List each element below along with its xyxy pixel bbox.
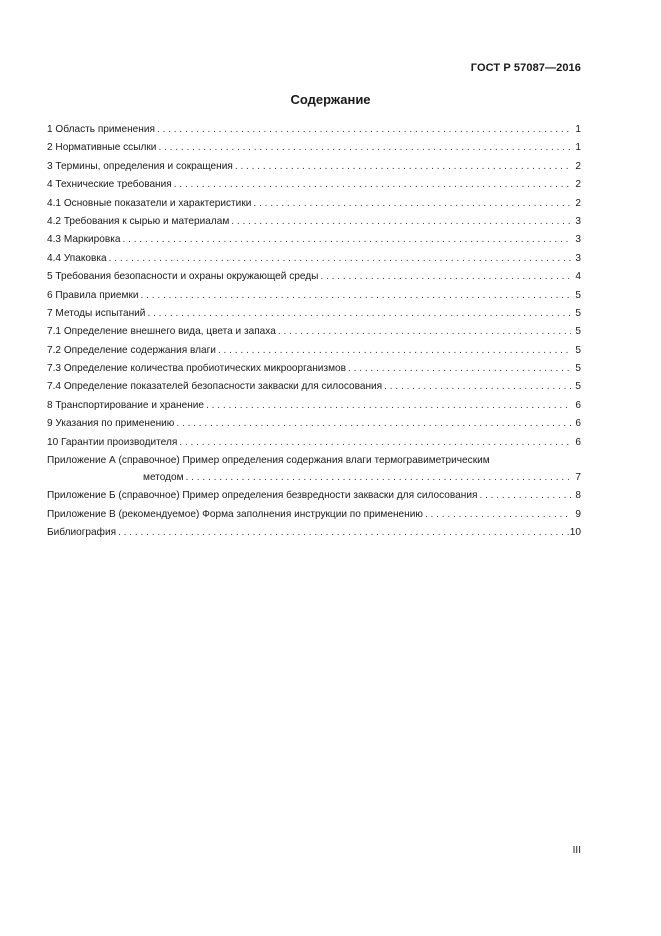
toc-entry[interactable] xyxy=(47,231,581,249)
leader-dots xyxy=(231,213,571,231)
toc-entry[interactable] xyxy=(47,176,581,194)
toc-entry[interactable] xyxy=(47,397,581,415)
toc-entry-page: 1 xyxy=(575,142,581,154)
toc-entry[interactable] xyxy=(47,360,581,378)
toc-entry-text: 3 Термины, определения и сокращения xyxy=(47,160,233,172)
document-number: ГОСТ Р 57087—2016 xyxy=(470,62,581,74)
leader-dots xyxy=(147,305,571,323)
toc-entry-text: Приложение А (справочное) Пример определения содержания влаги термогравиметрическим xyxy=(47,455,490,467)
toc-entry-page: 5 xyxy=(575,307,581,319)
toc-entry[interactable] xyxy=(47,158,581,176)
toc-entry-text: Приложение В (рекомендуемое) Форма заполнения инструкции по применению xyxy=(47,508,423,520)
toc-entry[interactable] xyxy=(47,342,581,360)
page-title: Содержание xyxy=(290,92,371,107)
leader-dots xyxy=(158,139,571,157)
toc-entry[interactable] xyxy=(47,378,581,396)
toc-entry-page: 5 xyxy=(575,326,581,338)
leader-dots xyxy=(384,378,571,396)
toc-entry-page: 2 xyxy=(575,197,581,209)
toc-entry[interactable] xyxy=(47,506,581,524)
table-of-contents xyxy=(47,121,581,543)
leader-dots xyxy=(118,524,570,542)
toc-entry[interactable] xyxy=(47,213,581,231)
toc-entry-page: 9 xyxy=(575,508,581,520)
toc-entry-text: 7.4 Определение показателей безопасности закваски для силосования xyxy=(47,381,383,393)
leader-dots xyxy=(278,323,571,341)
leader-dots xyxy=(186,469,571,487)
toc-entry[interactable] xyxy=(47,305,581,323)
toc-entry-page: 8 xyxy=(575,490,581,502)
toc-entry-text: 2 Нормативные ссылки xyxy=(47,142,157,154)
toc-entry-page: 3 xyxy=(575,234,581,246)
toc-entry-text: методом xyxy=(143,472,184,484)
toc-entry-text: 1 Область применения xyxy=(47,124,155,135)
toc-entry-page: 6 xyxy=(575,436,581,448)
toc-entry-text: 7.2 Определение содержания влаги xyxy=(47,344,216,356)
leader-dots xyxy=(218,342,571,360)
toc-entry-page: 5 xyxy=(575,381,581,393)
toc-entry-appendix-a-line1[interactable] xyxy=(47,452,581,469)
toc-entry-page: 5 xyxy=(575,289,581,301)
leader-dots xyxy=(109,250,571,268)
toc-entry-appendix-a-line2[interactable] xyxy=(47,469,581,487)
toc-entry[interactable] xyxy=(47,287,581,305)
leader-dots xyxy=(176,415,571,433)
toc-entry[interactable] xyxy=(47,195,581,213)
toc-entry[interactable] xyxy=(47,524,581,542)
toc-entry[interactable] xyxy=(47,323,581,341)
toc-entry[interactable] xyxy=(47,434,581,452)
toc-entry-text: 4 Технические требования xyxy=(47,179,172,191)
toc-entry-page: 5 xyxy=(575,344,581,356)
toc-entry-page: 10 xyxy=(569,527,581,539)
toc-entry-text: 7.3 Определение количества пробиотических микроорганизмов xyxy=(47,363,346,375)
toc-entry[interactable] xyxy=(47,121,581,139)
leader-dots xyxy=(157,121,571,139)
toc-entry-page: 6 xyxy=(575,418,581,430)
leader-dots xyxy=(174,176,571,194)
toc-entry-page: 7 xyxy=(575,472,581,484)
toc-entry-page: 3 xyxy=(575,252,581,264)
page-number: III xyxy=(572,845,581,856)
leader-dots xyxy=(479,487,571,505)
toc-entry-page: 4 xyxy=(575,271,581,283)
toc-entry-page: 6 xyxy=(575,399,581,411)
leader-dots xyxy=(206,397,571,415)
toc-entry-page: 2 xyxy=(575,160,581,172)
toc-entry-page: 5 xyxy=(575,363,581,375)
toc-entry[interactable] xyxy=(47,487,581,505)
leader-dots xyxy=(425,506,571,524)
toc-entry-text: Приложение Б (справочное) Пример определения безвредности закваски для силосования xyxy=(47,490,478,502)
leader-dots xyxy=(235,158,571,176)
toc-entry[interactable] xyxy=(47,250,581,268)
toc-entry-text: 7.1 Определение внешнего вида, цвета и запаха xyxy=(47,326,276,338)
toc-entry-text: 10 Гарантии производителя xyxy=(47,436,178,448)
toc-entry-text: Библиография xyxy=(47,527,117,539)
toc-entry-text: 8 Транспортирование и хранение xyxy=(47,399,205,411)
leader-dots xyxy=(320,268,571,286)
leader-dots xyxy=(253,195,571,213)
toc-entry-page: 2 xyxy=(575,179,581,191)
toc-entry-text: 4.4 Упаковка xyxy=(47,252,107,264)
toc-entry-text: 6 Правила приемки xyxy=(47,289,139,301)
toc-entry-page: 3 xyxy=(575,215,581,227)
toc-entry-text: 4.2 Требования к сырью и материалам xyxy=(47,215,230,227)
leader-dots xyxy=(179,434,571,452)
toc-entry[interactable] xyxy=(47,415,581,433)
leader-dots xyxy=(348,360,571,378)
toc-entry-text: 7 Методы испытаний xyxy=(47,307,146,319)
leader-dots xyxy=(122,231,571,249)
leader-dots xyxy=(141,287,571,305)
toc-entry-text: 4.3 Маркировка xyxy=(47,234,121,246)
toc-entry[interactable] xyxy=(47,139,581,157)
toc-entry-text: 9 Указания по применению xyxy=(47,418,175,430)
toc-entry-text: 4.1 Основные показатели и характеристики xyxy=(47,197,252,209)
toc-entry[interactable] xyxy=(47,268,581,286)
toc-entry-text: 5 Требования безопасности и охраны окружающей среды xyxy=(47,271,319,283)
toc-entry-page: 1 xyxy=(575,124,581,135)
